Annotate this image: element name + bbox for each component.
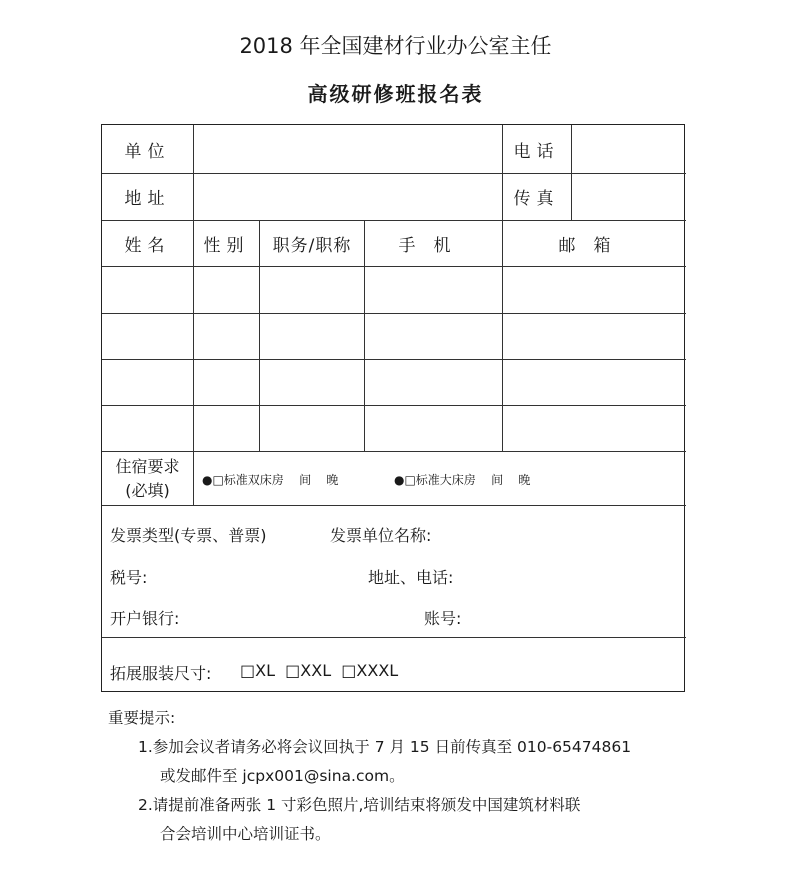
phone-input[interactable] — [572, 125, 684, 173]
column-header-position: 职务/职称 — [272, 235, 352, 256]
invoice-company-label: 发票单位名称: — [330, 526, 432, 545]
column-header-gender: 性别 — [203, 235, 250, 256]
participant-row[interactable] — [102, 405, 684, 451]
note-2-line-2: 合会培训中心培训证书。 — [160, 825, 331, 843]
address-input[interactable] — [194, 173, 502, 220]
lodging-option-twin[interactable]: ●□标准双床房 间 晚 — [202, 473, 339, 487]
lodging-option-king[interactable]: ●□标准大床房 间 晚 — [394, 473, 531, 487]
address-label: 地址 — [124, 189, 171, 209]
lodging-label-line2: (必填) — [125, 481, 170, 500]
title-line-1: 2018 年全国建材行业办公室主任 — [239, 34, 552, 58]
note-1-line-1: 1.参加会议者请务必将会议回执于 7 月 15 日前传真至 010-65474861 — [138, 738, 632, 756]
column-header-mobile: 手机 — [398, 235, 469, 256]
lodging-label-line1: 住宿要求 — [115, 457, 180, 476]
fax-label: 传真 — [513, 189, 560, 209]
note-2-line-1: 2.请提前准备两张 1 寸彩色照片,培训结束将颁发中国建筑材料联 — [138, 796, 581, 814]
column-header-name: 姓名 — [124, 235, 171, 256]
size-options[interactable]: □XL □XXL □XXXL — [240, 661, 399, 680]
lodging-label — [102, 455, 193, 503]
bank-label: 开户银行: — [110, 609, 180, 628]
size-label: 拓展服装尺寸: — [110, 664, 212, 683]
row-divider — [102, 505, 686, 506]
unit-input[interactable] — [194, 125, 502, 173]
row-divider — [102, 451, 686, 452]
participant-row[interactable] — [102, 313, 684, 359]
invoice-type-label: 发票类型(专票、普票) — [110, 526, 267, 545]
account-label: 账号: — [424, 609, 462, 628]
note-1-line-2: 或发邮件至 jcpx001@sina.com。 — [160, 767, 405, 785]
invoice-address-label: 地址、电话: — [368, 568, 454, 587]
row-divider — [102, 637, 686, 638]
unit-label: 单位 — [124, 141, 171, 162]
fax-input[interactable] — [572, 173, 684, 220]
column-header-email: 邮箱 — [558, 235, 629, 256]
tax-id-label: 税号: — [110, 568, 148, 587]
participant-row[interactable] — [102, 359, 684, 405]
notes-heading: 重要提示: — [108, 709, 176, 727]
phone-label: 电话 — [513, 141, 560, 162]
registration-form — [101, 124, 685, 692]
title-line-2: 高级研修班报名表 — [307, 82, 484, 106]
participant-row[interactable] — [102, 266, 684, 313]
important-notes — [108, 704, 748, 849]
